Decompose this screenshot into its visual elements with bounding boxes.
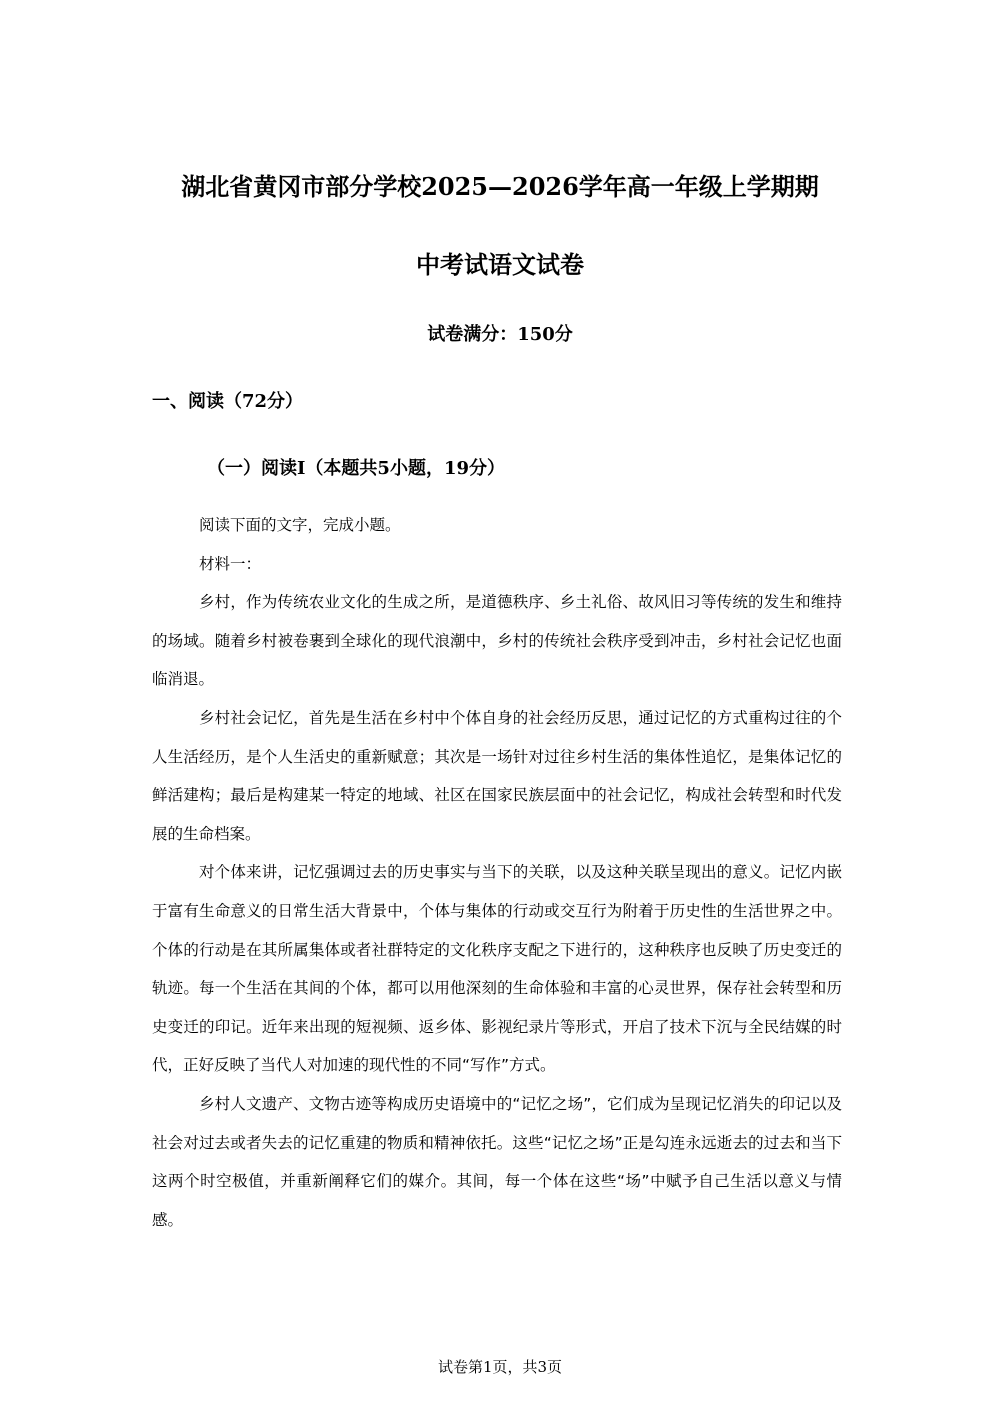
subsection-heading: （一）阅读Ⅰ（本题共5小题，19分） <box>207 458 505 479</box>
passage-paragraph-2: 乡村社会记忆，首先是生活在乡村中个体自身的社会经历反思，通过记忆的方式重构过往的个人生活经历，是个人生活史的重新赋意；其次是一场针对过往乡村生活的集体性追忆，是集体记忆的鲜活建构；最后是构建某一特定的地域、社区在国家民族层面中的社会记忆，构成社会转型和时代发展的生命档案。 <box>152 708 842 843</box>
passage-paragraph-1: 乡村，作为传统农业文化的生成之所，是道德秩序、乡土礼俗、故风旧习等传统的发生和维持的场域。随着乡村被卷裹到全球化的现代浪潮中，乡村的传统社会秩序受到冲击，乡村社会记忆也面临消退。 <box>152 593 842 689</box>
material-label: 材料一： <box>199 554 262 573</box>
instruction-text: 阅读下面的文字，完成小题。 <box>199 516 401 534</box>
passage-paragraph-4: 乡村人文遗产、文物古迹等构成历史语境中的“记忆之场”，它们成为呈现记忆消失的印记以及社会对过去或者失去的记忆重建的物质和精神依托。这些“记忆之场”正是勾连永远逝去的过去和当下这两个时空极值，并重新阐释它们的媒介。其间，每一个体在这些“场”中赋予自己生活以意义与情感。 <box>152 1094 842 1229</box>
exam-title-line-2: 中考试语文试卷 <box>416 250 584 279</box>
page-footer: 试卷第1页，共3页 <box>437 1358 563 1376</box>
passage-body <box>152 506 842 1239</box>
passage-paragraph-3: 对个体来讲，记忆强调过去的历史事实与当下的关联，以及这种关联呈现出的意义。记忆内嵌于富有生命意义的日常生活大背景中，个体与集体的行动或交互行为附着于历史性的生活世界之中。个体的行动是在其所属集体或者社群特定的文化秩序支配之下进行的，这种秩序也反映了历史变迁的轨迹。每一个生活在其间的个体，都可以用他深刻的生命体验和丰富的心灵世界，保存社会转型和历史变迁的印记。近年来出现的短视频、返乡体、影视纪录片等形式，开启了技术下沉与全民结媒的时代，正好反映了当代人对加速的现代性的不同“写作”方式。 <box>152 863 842 1075</box>
full-mark: 试卷满分：150分 <box>427 324 573 345</box>
section-heading: 一、阅读（72分） <box>152 391 304 412</box>
exam-title-line-1: 湖北省黄冈市部分学校2025—2026学年高一年级上学期期 <box>181 172 819 201</box>
